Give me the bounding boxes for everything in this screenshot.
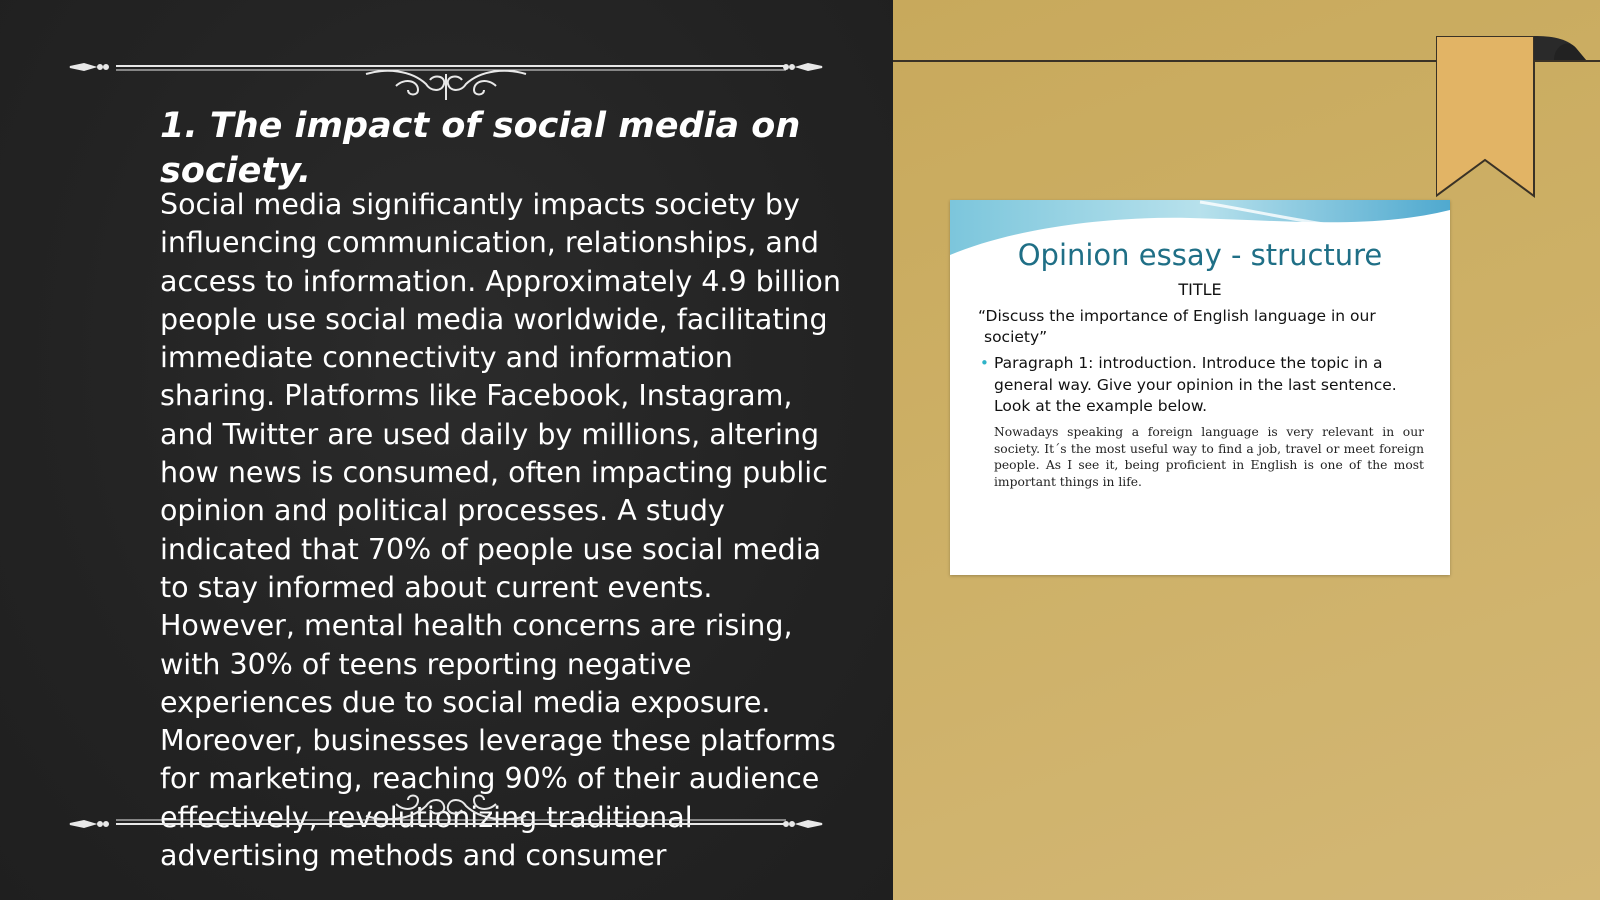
list-item (978, 353, 1428, 418)
thumb-subtitle: TITLE (1178, 280, 1222, 299)
thumb-example-text: Nowadays speaking a foreign language is very relevant in our society. It´s the most useful way to find a job, travel or meet foreign people. As I see it, being proficient in English is one of the most important things in life. (994, 425, 1424, 489)
bullet-icon: • (980, 354, 989, 372)
bookmark-ribbon-icon (1436, 36, 1586, 201)
slide-body-text: Social media significantly impacts society by influencing communication, relationships, and access to information. Approximately 4.9 billion people use social media worldwide, facilitating immediate connectivity and information sharing. Platforms like Facebook, Instagram, and Twitter are used daily by millions, altering how news is consumed, often impacting public opinion and political processes. A study indicated that 70% of people use social media to stay informed about current events. However, mental health concerns are rising, with 30% of teens reporting negative experiences due to social media exposure. Moreover, businesses leverage these platforms for marketing, reaching 90% of their audience effectively, revolutionizing traditional advertising methods and consumer (160, 188, 841, 873)
thumb-bullet-list (978, 353, 1428, 418)
thumb-quote: “Discuss the importance of English language in our society” (978, 307, 1376, 346)
thumb-title: Opinion essay - structure (1017, 238, 1383, 272)
embedded-slide-image (950, 200, 1450, 575)
thumb-bullet-text: Paragraph 1: introduction. Introduce the topic in a general way. Give your opinion in the last sentence. Look at the example below. (994, 354, 1397, 415)
slide-title: 1. The impact of social media on society. (160, 106, 801, 191)
flourish-divider-icon (66, 780, 826, 840)
flourish-divider-icon (66, 40, 826, 100)
